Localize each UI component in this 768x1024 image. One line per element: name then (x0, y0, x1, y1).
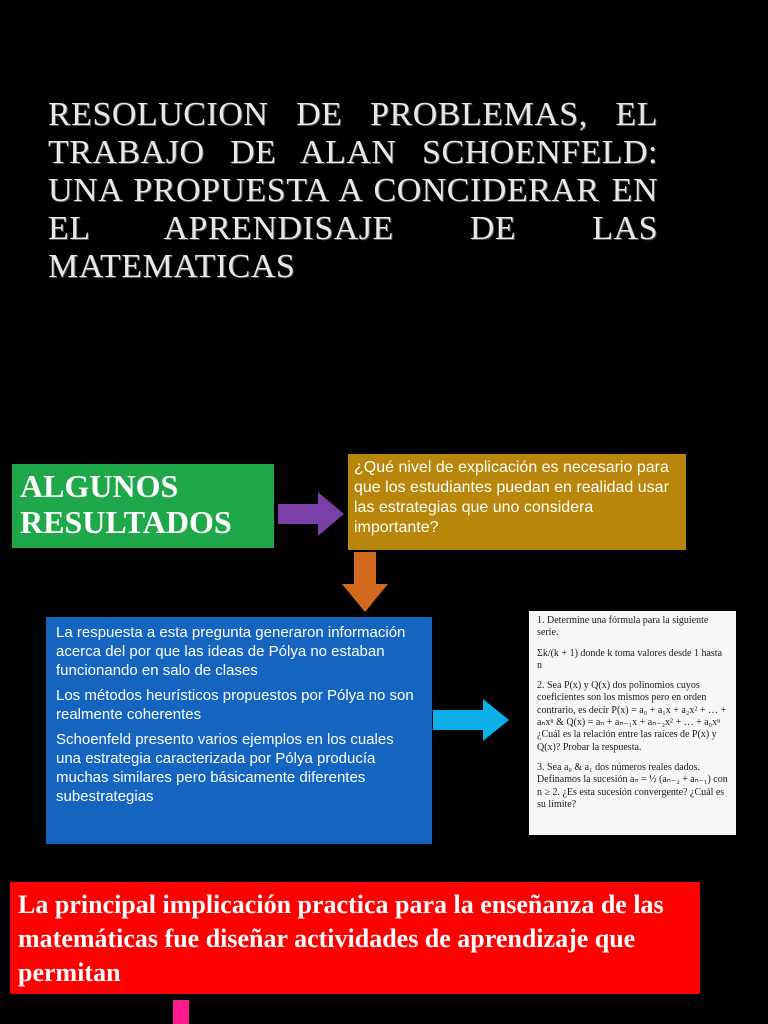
problem-1-statement: 1. Determine una fórmula para la siguiente serie. (537, 615, 709, 639)
results-line-2: RESULTADOS (20, 504, 232, 540)
problem-1-formula: Σk/(k + 1) donde k toma valores desde 1 hasta n (537, 647, 723, 671)
implication-text: La principal implicación practica para la enseñanza de las matemáticas fue diseñar actividades de aprendizaje que permitan (18, 890, 664, 987)
implication-box (10, 882, 700, 994)
question-text: ¿Qué nivel de explicación es necesario para que los estudiantes puedan en realidad usar las estrategias que uno considera importante? (354, 459, 669, 536)
right-arrow-icon (278, 492, 344, 536)
question-box (348, 454, 686, 550)
problem-3: 3. Sea a₀ & a₁ dos números reales dados. Definamos la sucesión aₙ = ½ (aₙ₋₂ + aₙ₋₁) con n ≥ 2. ¿Es esta sucesión convergente? ¿Cuál es su límite? (537, 761, 728, 810)
down-arrow-icon (342, 552, 388, 612)
scanned-problems-image (529, 611, 736, 835)
right-arrow-icon (433, 699, 509, 741)
answer-paragraph: Schoenfeld presento varios ejemplos en los cuales una estrategia caracterizada por Pólya producía muchas similares pero básicamente diferentes subestrategias (56, 731, 394, 805)
answer-paragraph: Los métodos heurísticos propuestos por Pólya no son realmente coherentes (56, 687, 414, 723)
page-title: RESOLUCION DE PROBLEMAS, EL TRABAJO DE ALAN SCHOENFELD: UNA PROPUESTA A CONCIDERAR EN EL APRENDISAJE DE LAS MATEMATICAS (48, 96, 658, 285)
results-line-1: ALGUNOS (20, 468, 179, 504)
connector-bar (173, 1000, 189, 1024)
answer-box (46, 617, 432, 844)
answer-paragraph: La respuesta a esta pregunta generaron información acerca del por que las ideas de Pólya no estaban funcionando en salo de clases (56, 624, 406, 679)
results-box (12, 464, 274, 548)
problem-2: 2. Sea P(x) y Q(x) dos polinomios cuyos coeficientes son los mismos pero en orden contrario, es decir P(x) = a₀ + a₁x + a₂x² + … + aₙxⁿ & Q(x) = aₙ + aₙ₋₁x + aₙ₋₂x² + … + a₀xⁿ ¿Cuál es la relación entre las raíces de P(x) y Q(x)? Probar la respuesta. (537, 680, 727, 753)
